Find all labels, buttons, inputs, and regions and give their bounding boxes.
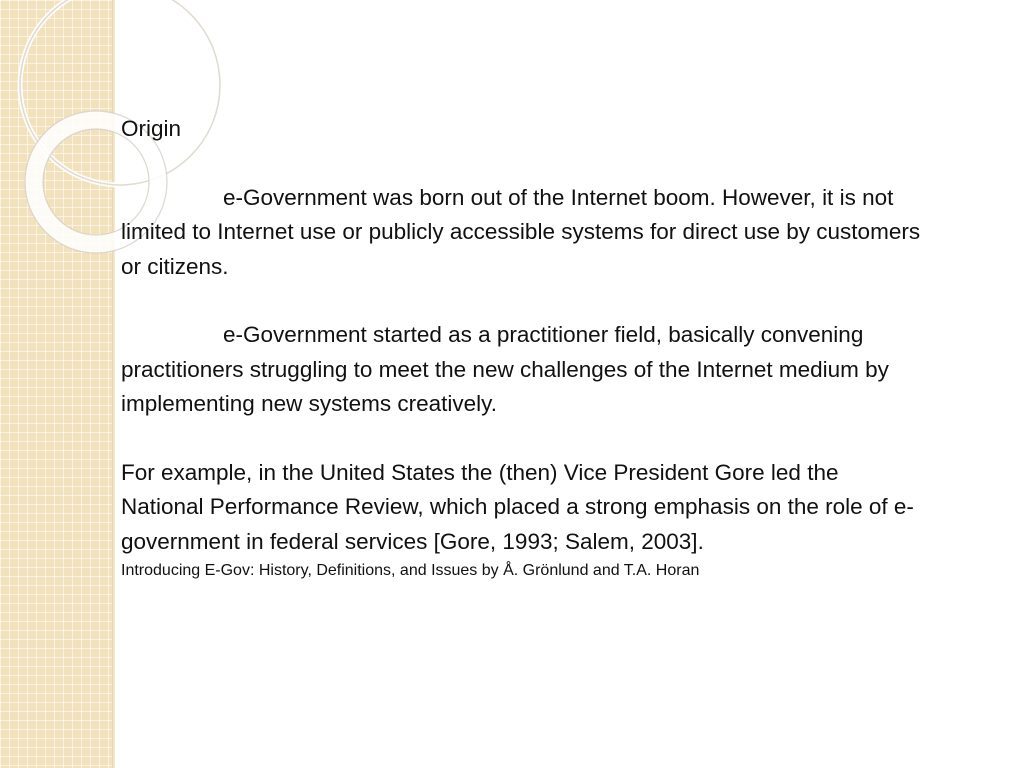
- slide-title: Origin: [121, 116, 182, 141]
- paragraph-example: For example, in the United States the (then) Vice President Gore led the National Performance Review, which placed a strong emphasis on the role of e-government in federal services [Gore, 1993; Salem, 2003].: [121, 460, 914, 554]
- spacer: [121, 422, 921, 456]
- spacer: [121, 284, 921, 318]
- paragraph-origin: [121, 181, 921, 284]
- paragraph-practitioner-text: e-Government started as a practitioner field, basically convening practitioners struggling to meet the new challenges of the Internet medium by implementing new systems creatively.: [121, 322, 889, 417]
- spacer: [121, 146, 921, 180]
- slide-content: [121, 112, 921, 583]
- paragraph-origin-text: e-Government was born out of the Internet boom. However, it is not limited to Internet use or publicly accessible systems for direct use by customers or citizens.: [121, 184, 921, 279]
- paragraph-practitioner: [121, 318, 921, 421]
- source-citation: Introducing E-Gov: History, Definitions, and Issues by Å. Grönlund and T.A. Horan: [121, 562, 700, 580]
